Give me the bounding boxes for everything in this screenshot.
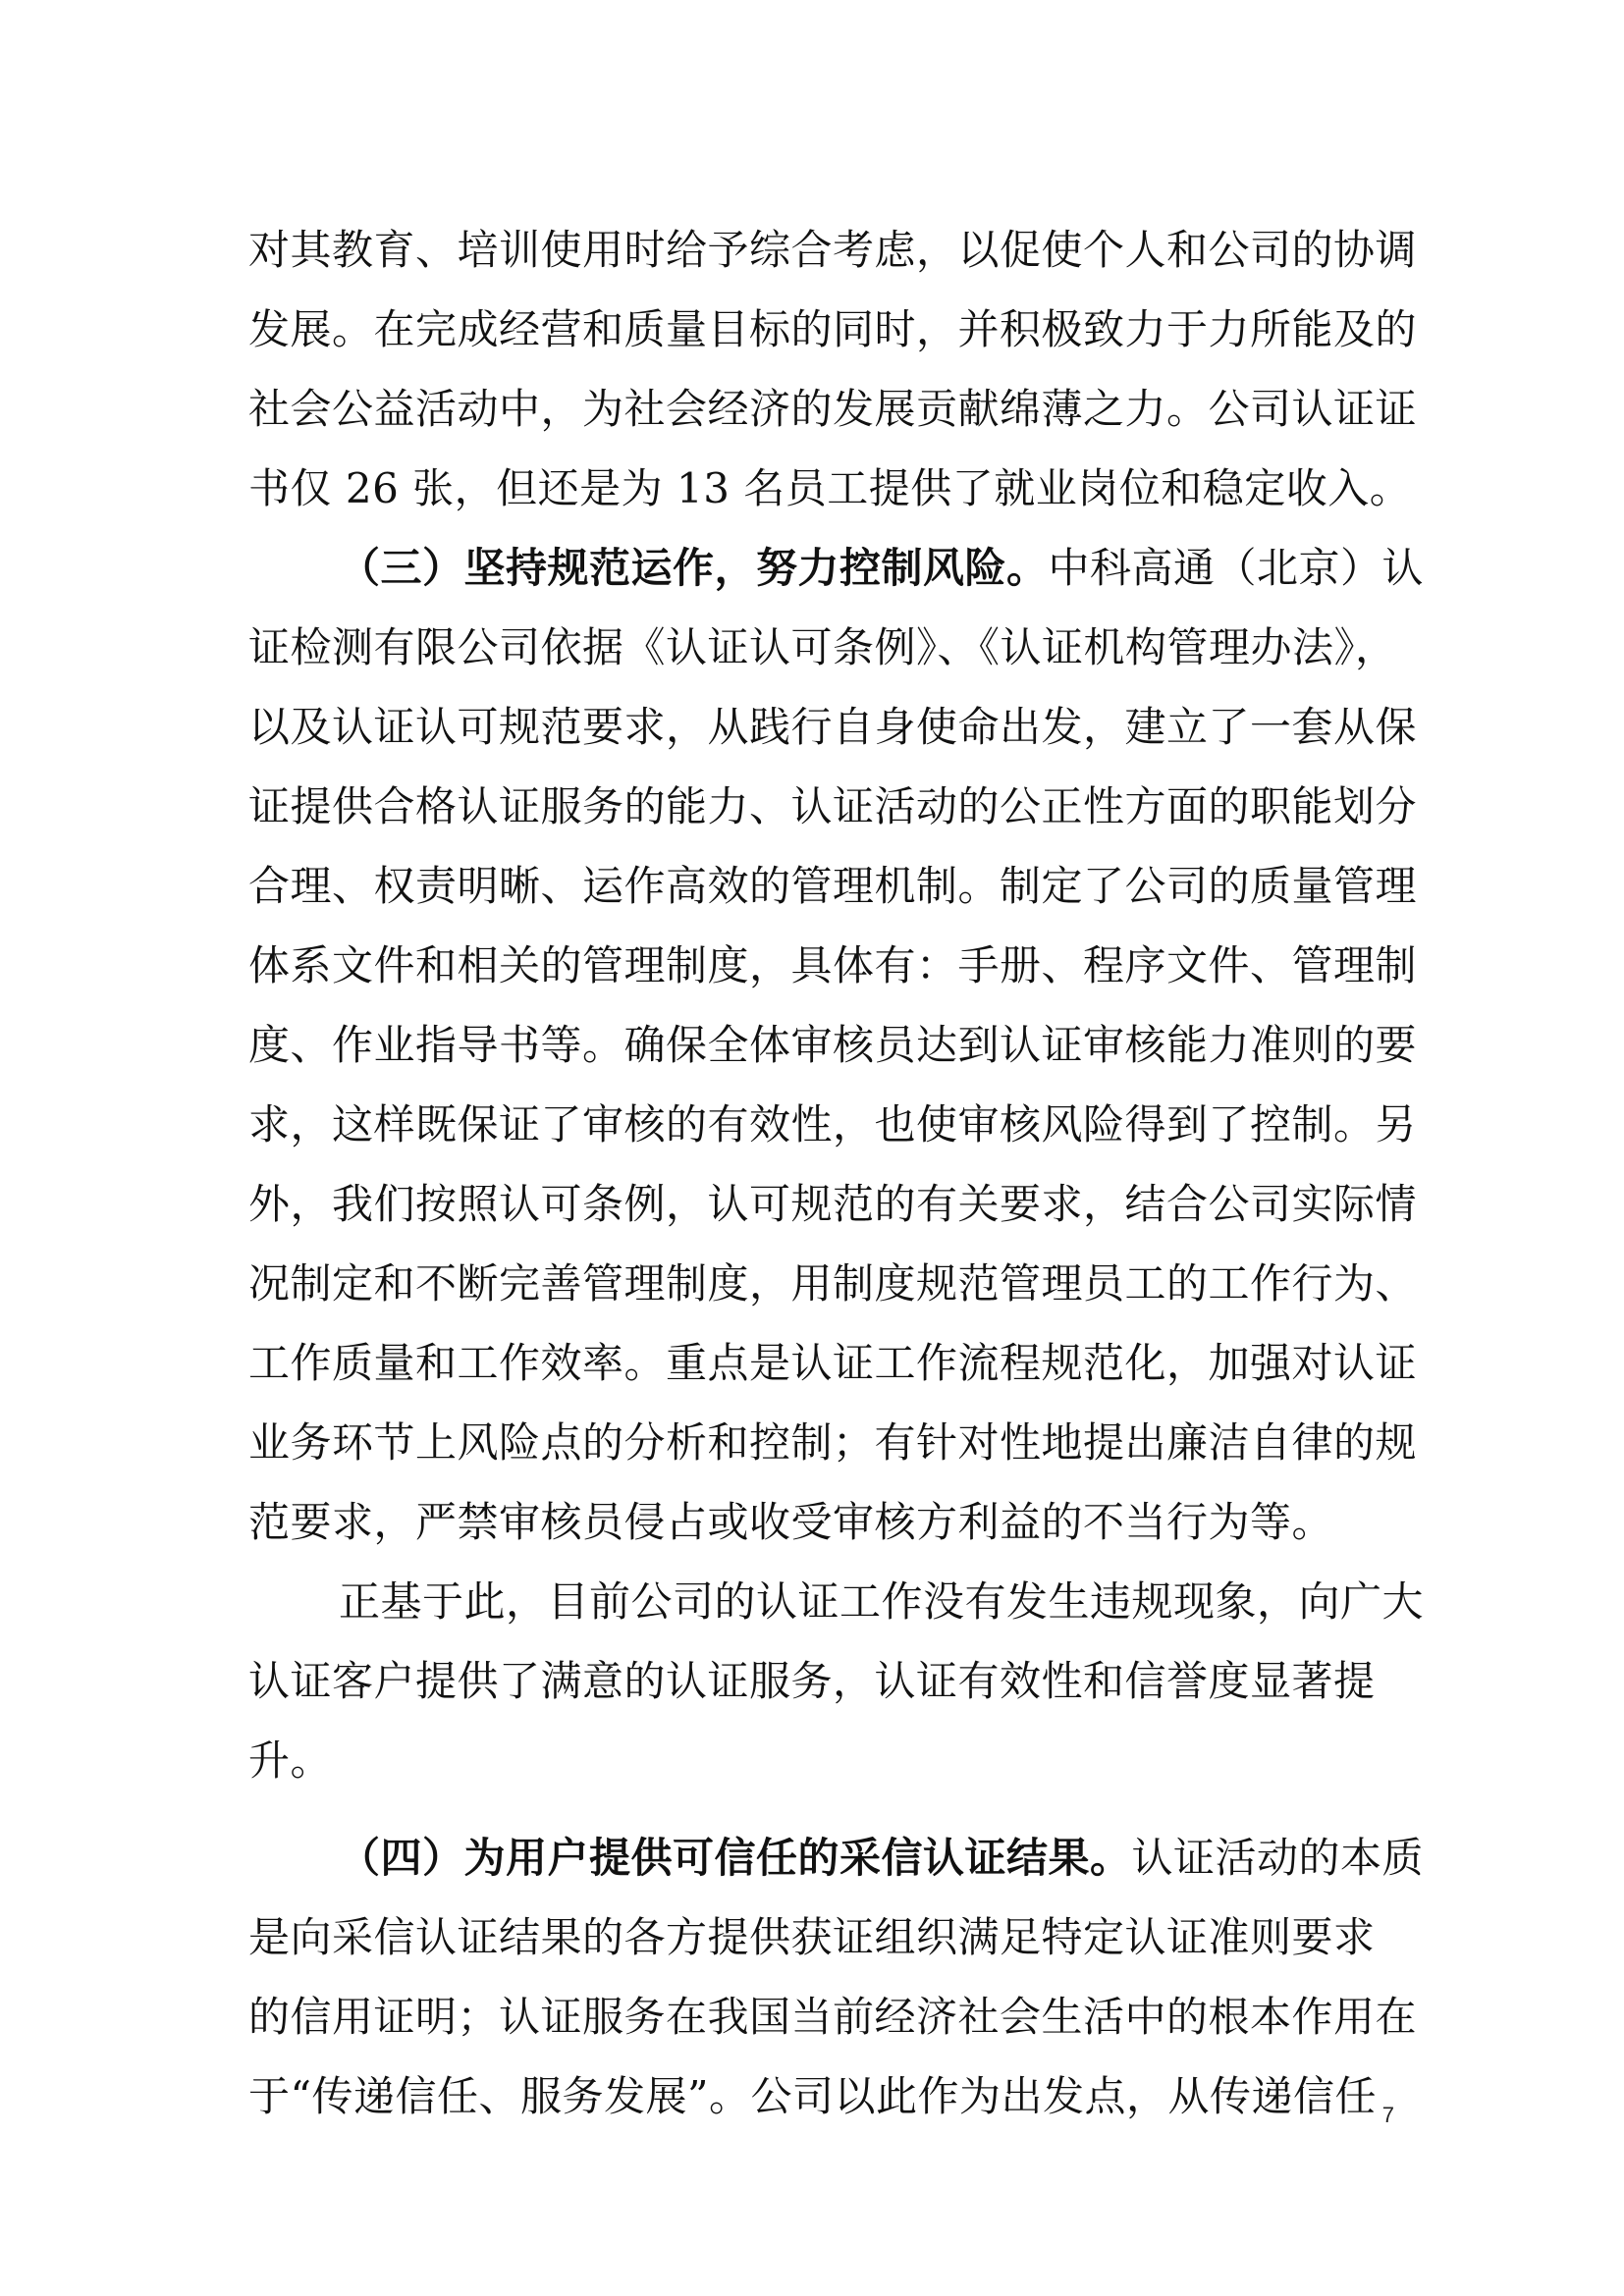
- text-line: [248, 687, 1418, 767]
- text-segment: 况制定和不断完善管理制度，用制度规范管理员工的工作行为、: [248, 1259, 1418, 1308]
- text-segment: 外，我们按照认可条例，认可规范的有关要求，结合公司实际情: [248, 1180, 1418, 1228]
- text-line: [248, 1977, 1418, 2056]
- text-line: [248, 369, 1418, 449]
- text-segment: 范要求，严禁审核员侵占或收受审核方利益的不当行为等。: [248, 1498, 1334, 1546]
- text-segment: 书仅 26 张，但还是为 13 名员工提供了就业岗位和稳定收入。: [248, 464, 1412, 512]
- section-heading-4: （四）为用户提供可信任的采信认证结果。: [339, 1834, 1132, 1882]
- text-line: [248, 1244, 1418, 1323]
- text-line: [248, 1721, 1387, 1800]
- text-line: [248, 1005, 1418, 1085]
- text-line: [248, 1085, 1418, 1164]
- text-line: [248, 1403, 1418, 1482]
- text-line: [248, 1897, 1387, 1977]
- text-segment: 中科高通（北京）认: [1048, 544, 1425, 592]
- text-segment: 证提供合格认证服务的能力、认证活动的公正性方面的职能划分: [248, 782, 1418, 830]
- text-segment: 以及认证认可规范要求，从践行自身使命出发，建立了一套从保: [248, 703, 1418, 751]
- text-segment: 发展。在完成经营和质量目标的同时，并积极致力于力所能及的: [248, 305, 1418, 353]
- text-segment: 于“传递信任、服务发展”。公司以此作为出发点，从传递信任: [248, 2072, 1377, 2120]
- paragraph-start-line: [248, 1562, 1425, 1641]
- text-line: [248, 608, 1397, 687]
- text-line: [248, 290, 1418, 369]
- text-line: [248, 767, 1418, 846]
- body-text: [248, 210, 1425, 2136]
- text-line: [248, 1164, 1418, 1244]
- text-line: [248, 1323, 1418, 1403]
- text-line: [248, 449, 1412, 528]
- text-segment: 升。: [248, 1736, 333, 1785]
- text-segment: 求，这样既保证了审核的有效性，也使审核风险得到了控制。另: [248, 1100, 1418, 1148]
- text-segment: 社会公益活动中，为社会经济的发展贡献绵薄之力。公司认证证: [248, 385, 1418, 433]
- text-line: [248, 926, 1418, 1005]
- text-segment: 对其教育、培训使用时给予综合考虑，以促使个人和公司的协调: [248, 226, 1418, 274]
- text-segment: 是向采信认证结果的各方提供获证组织满足特定认证准则要求: [248, 1913, 1376, 1961]
- section-heading-line: [248, 1818, 1425, 1897]
- text-segment: 工作质量和工作效率。重点是认证工作流程规范化，加强对认证: [248, 1339, 1418, 1387]
- text-segment: 证检测有限公司依据《认证认可条例》、《认证机构管理办法》，: [248, 623, 1397, 671]
- text-line: [248, 1482, 1387, 1562]
- section-heading-3: （三）坚持规范运作，努力控制风险。: [339, 544, 1049, 592]
- text-line: [248, 846, 1418, 926]
- text-segment: 合理、权责明晰、运作高效的管理机制。制定了公司的质量管理: [248, 862, 1418, 910]
- text-line: [248, 210, 1418, 290]
- text-line: [248, 2056, 1387, 2136]
- section-heading-line: [248, 528, 1425, 608]
- text-segment: 业务环节上风险点的分析和控制；有针对性地提出廉洁自律的规: [248, 1418, 1418, 1467]
- text-segment: 认证客户提供了满意的认证服务，认证有效性和信誉度显著提: [248, 1657, 1376, 1705]
- text-line: [248, 1641, 1387, 1721]
- text-segment: 的信用证明；认证服务在我国当前经济社会生活中的根本作用在: [248, 1993, 1418, 2041]
- text-segment: 体系文件和相关的管理制度，具体有：手册、程序文件、管理制: [248, 941, 1418, 989]
- text-segment: 度、作业指导书等。确保全体审核员达到认证审核能力准则的要: [248, 1021, 1418, 1069]
- text-segment: 正基于此，目前公司的认证工作没有发生违规现象，向广大: [339, 1577, 1425, 1626]
- page-number: 7: [1381, 2103, 1394, 2127]
- text-segment: 认证活动的本质: [1131, 1834, 1425, 1882]
